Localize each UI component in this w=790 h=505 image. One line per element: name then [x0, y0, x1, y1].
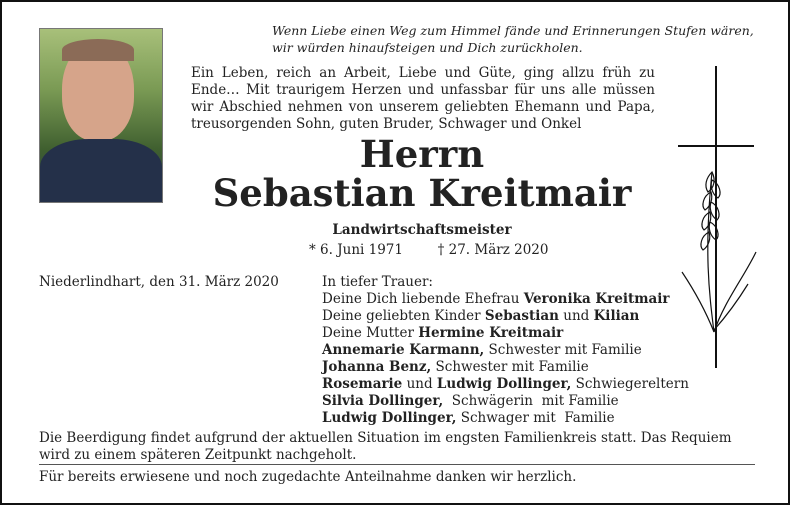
relative-line: Rosemarie und Ludwig Dollinger, Schwiegereltern	[322, 376, 689, 392]
divider	[39, 464, 755, 465]
family-line: Deine Dich liebende Ehefrau Veronika Kreitmair	[322, 291, 670, 307]
family-line: Deine geliebten Kinder Sebastian und Kilian	[322, 308, 640, 324]
profession: Landwirtschaftsmeister	[332, 222, 512, 238]
life-dates	[309, 242, 548, 259]
death-date: † 27. März 2020	[437, 242, 549, 258]
birth-date: * 6. Juni 1971	[309, 242, 403, 258]
mourning-relatives	[322, 342, 689, 427]
memorial-quote	[272, 22, 762, 56]
salutation: Herrn	[359, 132, 485, 176]
relative-line: Johanna Benz, Schwester mit Familie	[322, 359, 589, 375]
quote-line-2: wir würden hinaufsteigen und Dich zurückholen.	[272, 40, 583, 55]
relative-line: Silvia Dollinger, Schwägerin mit Familie	[322, 393, 619, 409]
deceased-name: Sebastian Kreitmair	[212, 171, 632, 215]
portrait-photo	[39, 28, 163, 203]
cross-with-wheat-icon	[674, 62, 764, 372]
mourning-intro: In tiefer Trauer:	[322, 274, 433, 290]
quote-line-1: Wenn Liebe einen Weg zum Himmel fände und Erinnerungen Stufen wären,	[272, 23, 754, 38]
funeral-notice: Die Beerdigung findet aufgrund der aktuellen Situation im engsten Familienkreis statt. Das Requiem wird zu einem späteren Zeitpunkt nachgeholt.	[39, 430, 732, 463]
mourning-family	[322, 274, 669, 342]
intro-text: Ein Leben, reich an Arbeit, Liebe und Güte, ging allzu früh zu Ende… Mit traurigem Herzen und unfassbar für uns alle müssen wir Abschied nehmen von unserem geliebten Ehemann und Papa, treusorgenden Sohn, guten Bruder, Schwager und Onkel	[191, 65, 655, 132]
thanks-text: Für bereits erwiesene und noch zugedachte Anteilnahme danken wir herzlich.	[39, 469, 577, 485]
relative-line: Ludwig Dollinger, Schwager mit Familie	[322, 410, 615, 426]
relative-line: Annemarie Karmann, Schwester mit Familie	[322, 342, 642, 358]
family-line: Deine Mutter Hermine Kreitmair	[322, 325, 564, 341]
place-date: Niederlindhart, den 31. März 2020	[39, 274, 279, 290]
